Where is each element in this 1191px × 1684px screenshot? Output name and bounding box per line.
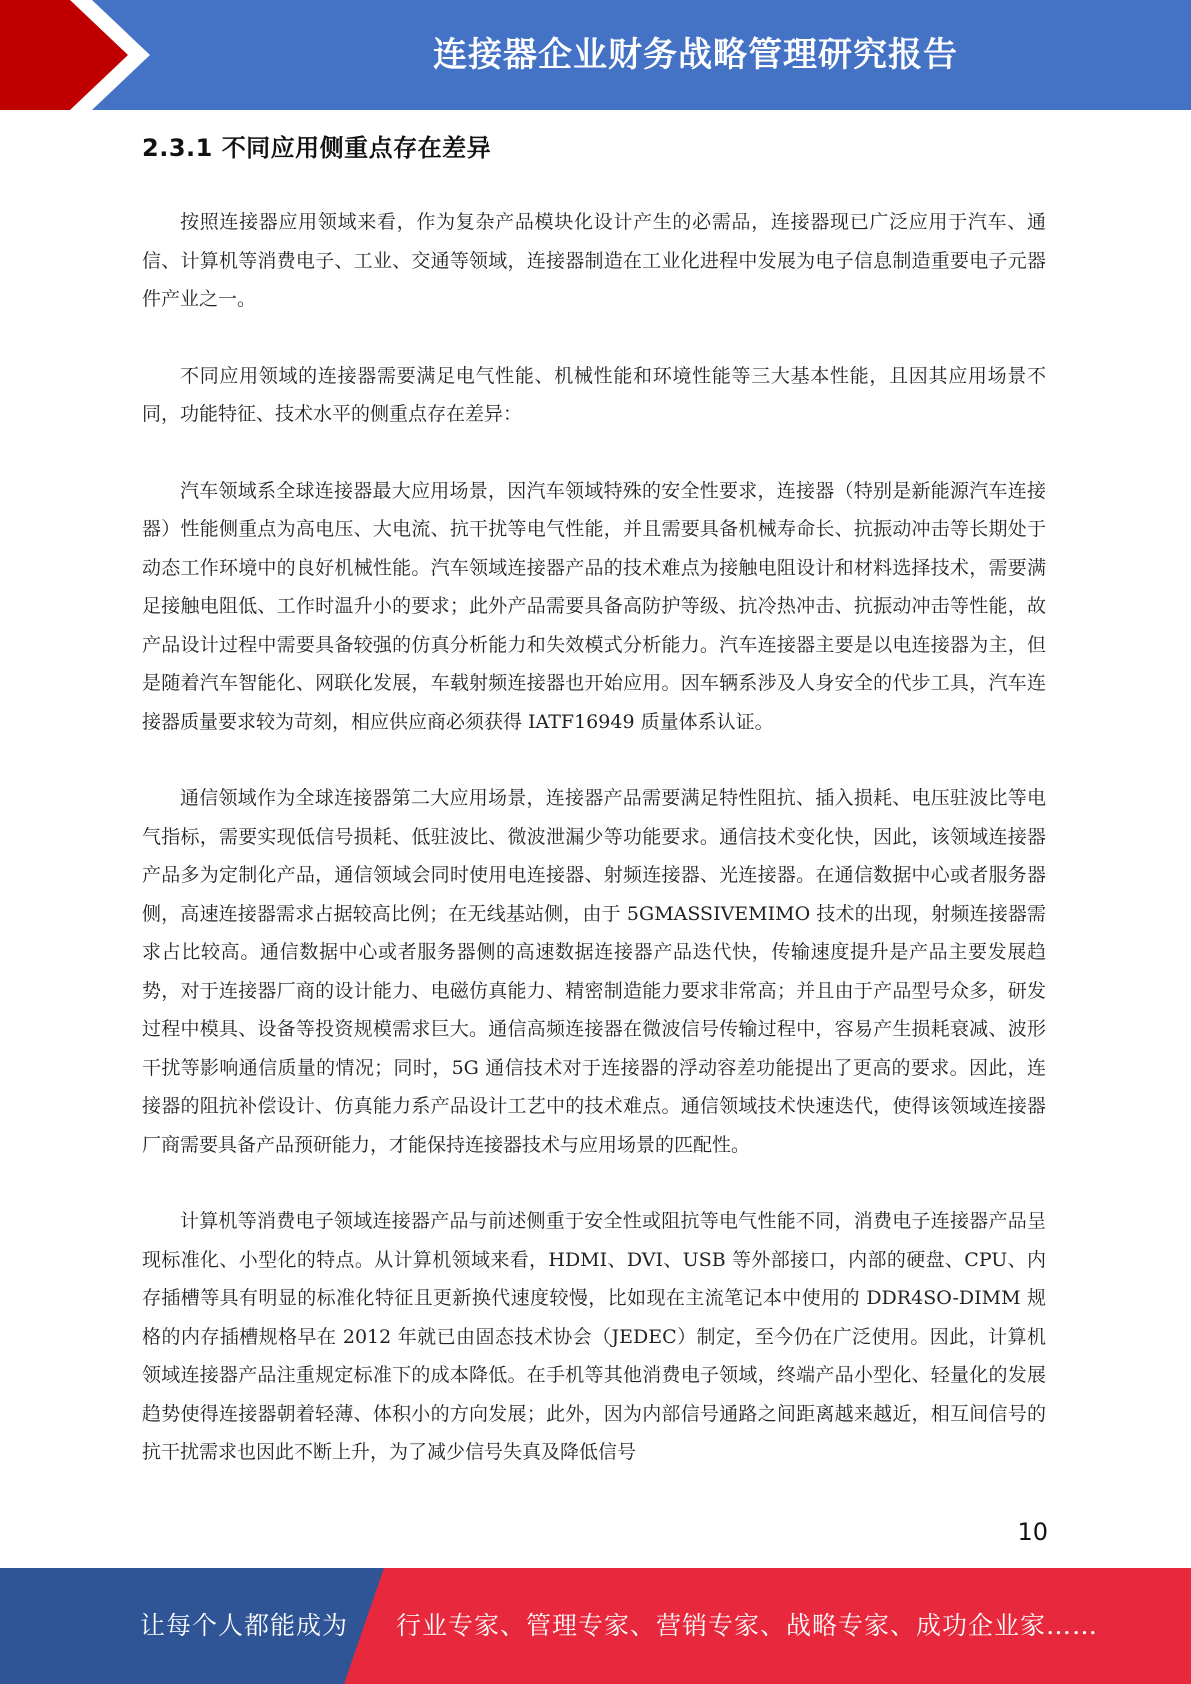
report-title: 连接器企业财务战略管理研究报告 — [433, 35, 958, 75]
footer-slogan-left: 让每个人都能成为 — [140, 1611, 349, 1640]
main-content — [142, 128, 1046, 1510]
page-number: 10 — [1017, 1518, 1048, 1546]
section-heading: 2.3.1 不同应用侧重点存在差异 — [142, 134, 492, 162]
footer-slogan-right: 行业专家、管理专家、营销专家、战略专家、成功企业家…… — [396, 1611, 1099, 1640]
paragraph-consumer-electronics: 计算机等消费电子领域连接器产品与前述侧重于安全性或阻抗等电气性能不同，消费电子连接器产品呈现标准化、小型化的特点。从计算机领域来看，HDMI、DVI、USB 等外部接口，内部的硬盘、CPU、内存插槽等具有明显的标准化特征且更新换代速度较慢，比如现在主流笔记本中使用的 DDR4SO-DIMM 规格的内存插槽规格早在 2012 年就已由固态技术协会（JEDEC）制定，至今仍在广泛使用。因此，计算机领域连接器产品注重规定标准下的成本降低。在手机等其他消费电子领域，终端产品小型化、轻量化的发展趋势使得连接器朝着轻薄、体积小的方向发展；此外，因为内部信号通路之间距离越来越近，相互间信号的抗干扰需求也因此不断上升，为了减少信号失真及降低信号 — [142, 1210, 1046, 1463]
page-footer — [0, 1568, 1191, 1684]
paragraph-automotive: 汽车领域系全球连接器最大应用场景，因汽车领域特殊的安全性要求，连接器（特别是新能源汽车连接器）性能侧重点为高电压、大电流、抗干扰等电气性能，并且需要具备机械寿命长、抗振动冲击等长期处于动态工作环境中的良好机械性能。汽车领域连接器产品的技术难点为接触电阻设计和材料选择技术，需要满足接触电阻低、工作时温升小的要求；此外产品需要具备高防护等级、抗冷热冲击、抗振动冲击等性能，故产品设计过程中需要具备较强的仿真分析能力和失效模式分析能力。汽车连接器主要是以电连接器为主，但是随着汽车智能化、网联化发展，车载射频连接器也开始应用。因车辆系涉及人身安全的代步工具，汽车连接器质量要求较为苛刻，相应供应商必须获得 IATF16949 质量体系认证。 — [142, 479, 1046, 733]
paragraph-application-fields: 按照连接器应用领域来看，作为复杂产品模块化设计产生的必需品，连接器现已广泛应用于汽车、通信、计算机等消费电子、工业、交通等领域，连接器制造在工业化进程中发展为电子信息制造重要电子元器件产业之一。 — [142, 211, 1046, 310]
paragraph-performance-requirements: 不同应用领域的连接器需要满足电气性能、机械性能和环境性能等三大基本性能，且因其应用场景不同，功能特征、技术水平的侧重点存在差异： — [142, 364, 1046, 425]
page-header — [0, 0, 1191, 110]
paragraph-communications: 通信领域作为全球连接器第二大应用场景，连接器产品需要满足特性阻抗、插入损耗、电压驻波比等电气指标，需要实现低信号损耗、低驻波比、微波泄漏少等功能要求。通信技术变化快，因此，该领域连接器产品多为定制化产品，通信领域会同时使用电连接器、射频连接器、光连接器。在通信数据中心或者服务器侧，高速连接器需求占据较高比例；在无线基站侧，由于 5GMASSIVEMIMO 技术的出现，射频连接器需求占比较高。通信数据中心或者服务器侧的高速数据连接器产品迭代快，传输速度提升是产品主要发展趋势，对于连接器厂商的设计能力、电磁仿真能力、精密制造能力要求非常高；并且由于产品型号众多，研发过程中模具、设备等投资规模需求巨大。通信高频连接器在微波信号传输过程中，容易产生损耗衰减、波形干扰等影响通信质量的情况；同时，5G 通信技术对于连接器的浮动容差功能提出了更高的要求。因此，连接器的阻抗补偿设计、仿真能力系产品设计工艺中的技术难点。通信领域技术快速迭代，使得该领域连接器厂商需要具备产品预研能力，才能保持连接器技术与应用场景的匹配性。 — [142, 787, 1046, 1156]
